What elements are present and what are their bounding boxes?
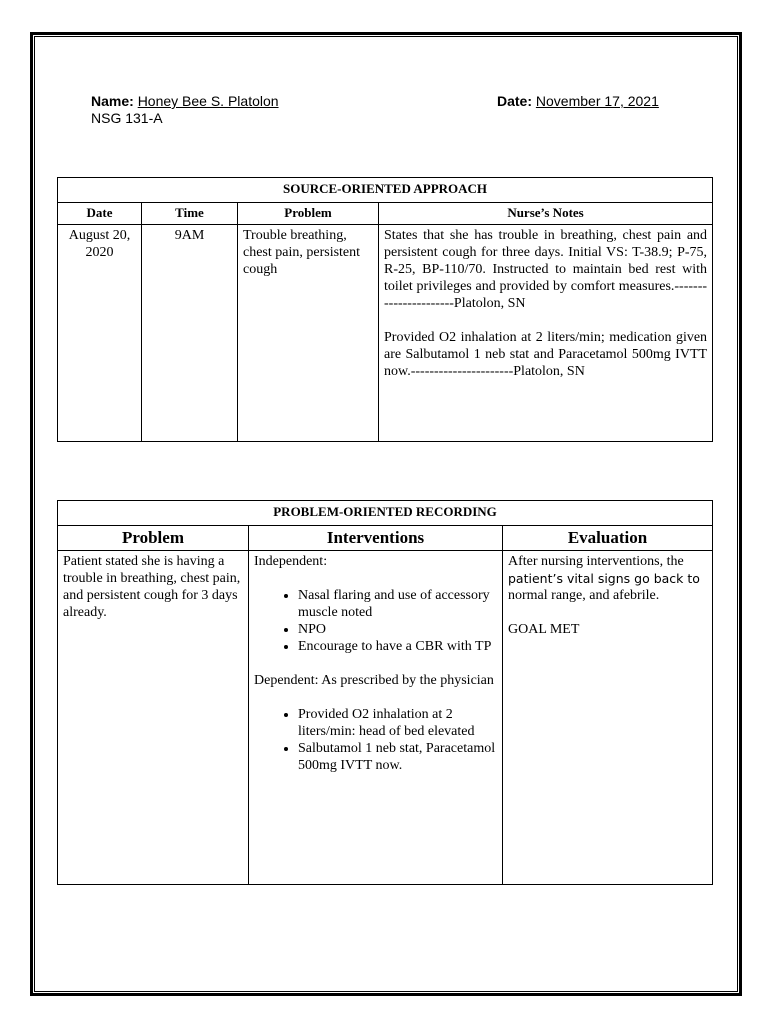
col-problem-header: Problem [58, 526, 249, 551]
problem-oriented-title: PROBLEM-ORIENTED RECORDING [58, 501, 713, 526]
student-name: Honey Bee S. Platolon [137, 93, 279, 109]
name-label: Name: [91, 93, 134, 109]
student-info [91, 93, 279, 127]
date-info [497, 93, 659, 110]
col-evaluation-header: Evaluation [503, 526, 713, 551]
problem-oriented-table [57, 500, 713, 885]
row-date-line1: August 20, [68, 228, 131, 243]
list-item: • Nasal flaring and use of accessory muscle noted [298, 587, 497, 621]
dependent-label: Dependent: As prescribed by the physician [254, 673, 494, 688]
evaluation-line-2: patient’s vital signs go back to [508, 571, 700, 586]
class-code: NSG 131-A [91, 110, 163, 126]
col-time-header: Time [142, 203, 238, 225]
evaluation-line-3: normal range, and afebrile. [508, 588, 660, 603]
col-problem-header: Problem [238, 203, 379, 225]
nurses-note-2: Provided O2 inhalation at 2 liters/min; medication given are Salbutamol 1 neb stat and Paracetamol 500mg IVTT now.----------------------Platolon, SN [384, 330, 708, 379]
nurses-note-1: States that she has trouble in breathing, chest pain and persistent cough for three days. Initial VS: T-38.9; P-75, R-25, BP-110/70. Instructed to maintain bed rest with toilet privileges and provided by comfort measures.----------------------Platolon, SN [384, 228, 708, 311]
col-interventions-header: Interventions [249, 526, 503, 551]
table-row [58, 551, 713, 885]
row-time: 9AM [142, 225, 238, 442]
goal-status: GOAL MET [508, 622, 580, 637]
source-oriented-table [57, 177, 713, 442]
row-date-line2: 2020 [85, 245, 114, 260]
row-nurses-notes [379, 225, 713, 442]
row-date [58, 225, 142, 442]
row-problem: Trouble breathing, chest pain, persistent cough [238, 225, 379, 442]
evaluation-cell [503, 551, 713, 885]
date-value: November 17, 2021 [535, 93, 659, 109]
independent-list [254, 587, 497, 655]
date-label: Date: [497, 93, 533, 109]
interventions-cell [249, 551, 503, 885]
evaluation-line-1: After nursing interventions, the [508, 554, 684, 569]
list-item: • Salbutamol 1 neb stat, Paracetamol 500mg IVTT now. [298, 740, 497, 774]
list-item: • NPO [298, 621, 497, 638]
problem-cell: Patient stated she is having a trouble in breathing, chest pain, and persistent cough for 3 days already. [58, 551, 249, 885]
list-item: • Encourage to have a CBR with TP [298, 638, 497, 655]
independent-label: Independent: [254, 554, 328, 569]
table-row [58, 225, 713, 442]
dependent-list [254, 706, 497, 774]
col-date-header: Date [58, 203, 142, 225]
source-oriented-title: SOURCE-ORIENTED APPROACH [58, 178, 713, 203]
list-item: • Provided O2 inhalation at 2 liters/min: head of bed elevated [298, 706, 497, 740]
col-nurses-notes-header: Nurse’s Notes [379, 203, 713, 225]
